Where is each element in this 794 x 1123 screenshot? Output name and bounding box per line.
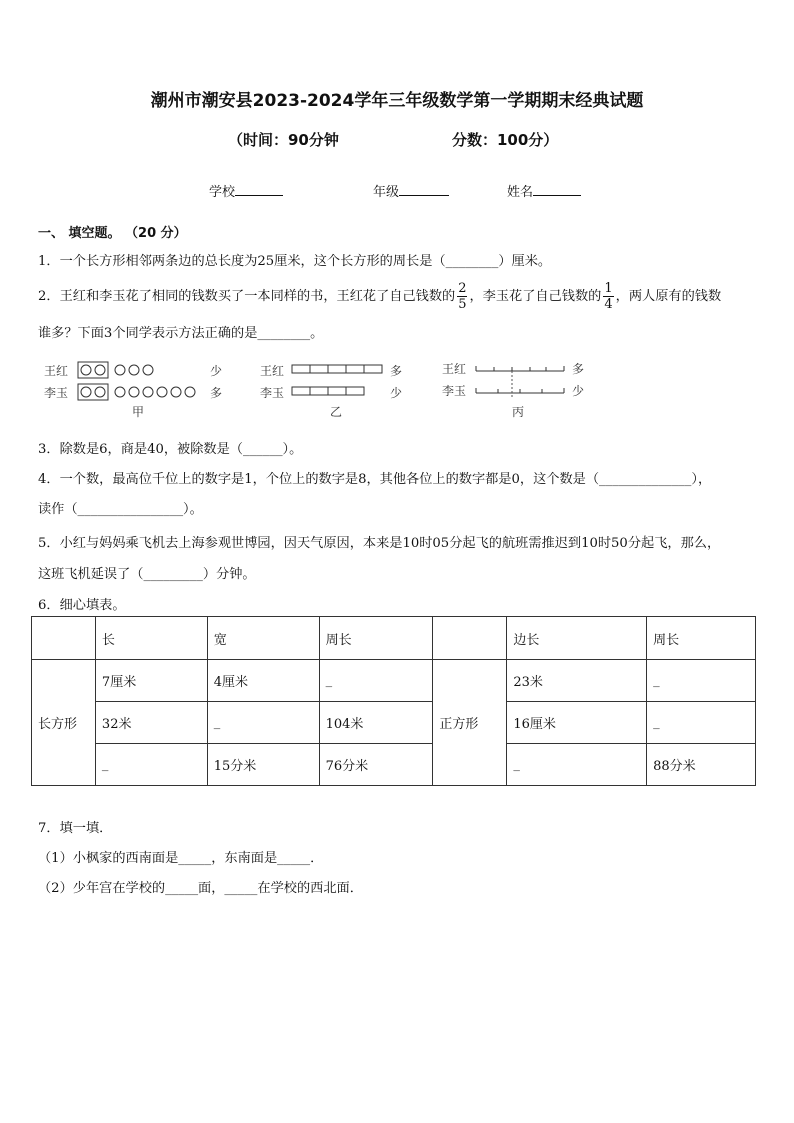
table-header-cell: 长: [95, 617, 207, 660]
table-cell-blank[interactable]: _: [647, 660, 756, 702]
fraction-denominator: 4: [604, 297, 613, 312]
question-2-text-a: 2．王红和李玉花了相同的钱数买了一本同样的书，王红花了自己钱数的: [38, 289, 456, 304]
question-2-text-c: ，两人原有的钱数: [615, 289, 722, 304]
school-label: 学校: [209, 185, 236, 200]
table-header-cell: 宽: [207, 617, 319, 660]
fraction-2-5: [457, 281, 467, 312]
diagram-jia-caption: 甲: [132, 405, 145, 419]
answer-diagrams: [44, 359, 604, 421]
table-row: [32, 660, 756, 702]
diagram-bing-duo: 多: [572, 362, 585, 376]
question-3: 3．除数是6，商是40，被除数是（______）。: [38, 442, 303, 457]
diagram-jia-box: [78, 384, 108, 400]
diagram-bing-wang-label: 王红: [442, 362, 467, 376]
table-cell: 32米: [95, 702, 207, 744]
name-field: [507, 181, 581, 200]
circle-icon: [157, 387, 167, 397]
diagram-jia-duo: 多: [210, 386, 223, 400]
diagram-bing-caption: 丙: [512, 405, 525, 419]
grade-label: 年级: [373, 185, 400, 200]
question-1: 1．一个长方形相邻两条边的总长度为25厘米，这个长方形的周长是（________）厘米。: [38, 254, 552, 269]
table-cell-blank[interactable]: _: [319, 660, 433, 702]
table-cell: 88分米: [647, 744, 756, 786]
time-label: （时间：90分钟: [228, 131, 339, 149]
diagram-bing-li-label: 李玉: [442, 384, 467, 398]
section-fill-in: 一、 填空题。 （20 分）: [38, 226, 187, 241]
table-cell: 16厘米: [507, 702, 647, 744]
table-header-cell: 边长: [507, 617, 647, 660]
grade-field: [373, 181, 449, 200]
circle-icon: [81, 365, 91, 375]
fraction-numerator: 2: [458, 281, 467, 296]
diagram-bing: [442, 362, 584, 419]
circle-icon: [81, 387, 91, 397]
circle-icon: [95, 365, 105, 375]
table-cell-blank[interactable]: _: [207, 702, 319, 744]
diagram-bing-shao: 少: [572, 384, 585, 398]
name-blank[interactable]: [533, 183, 581, 196]
diagram-jia-wang-label: 王红: [44, 364, 69, 378]
fill-table: [31, 616, 756, 786]
diagram-yi-caption: 乙: [330, 405, 343, 419]
name-label: 姓名: [507, 185, 534, 200]
fraction-numerator: 1: [604, 281, 613, 296]
circle-icon: [143, 387, 153, 397]
page-title: 潮州市潮安县2023-2024学年三年级数学第一学期期末经典试题: [150, 91, 644, 111]
diagram-yi-bar-wang: [292, 365, 382, 373]
circle-icon: [171, 387, 181, 397]
school-blank[interactable]: [235, 183, 283, 196]
score-label: 分数：100分）: [452, 131, 559, 149]
diagram-jia: [44, 362, 222, 419]
table-header-cell: 周长: [647, 617, 756, 660]
diagram-yi-shao: 少: [390, 386, 403, 400]
fraction-1-4: [603, 281, 613, 312]
diagram-jia-li-label: 李玉: [44, 386, 69, 400]
question-7-part-2: （2）少年宫在学校的_____面，_____在学校的西北面．: [38, 881, 363, 896]
diagram-yi-duo: 多: [390, 364, 403, 378]
table-cell: 7厘米: [95, 660, 207, 702]
circle-icon: [129, 365, 139, 375]
table-cell: 104米: [319, 702, 433, 744]
rectangle-label: 长方形: [32, 660, 96, 786]
question-6: 6．细心填表。: [38, 598, 126, 613]
table-row: [32, 744, 756, 786]
question-2-line-2: 谁多？下面3个同学表示方法正确的是________。: [38, 326, 324, 341]
question-2: [38, 281, 721, 312]
circle-icon: [143, 365, 153, 375]
circle-icon: [115, 387, 125, 397]
table-header-row: [32, 617, 756, 660]
diagram-yi: [260, 364, 402, 419]
diagram-jia-box: [78, 362, 108, 378]
square-label: 正方形: [433, 660, 507, 786]
table-cell-blank[interactable]: _: [507, 744, 647, 786]
table-cell: 15分米: [207, 744, 319, 786]
question-2-text-b: ，李玉花了自己钱数的: [469, 289, 602, 304]
table-header-cell: 周长: [319, 617, 433, 660]
table-cell-blank[interactable]: _: [95, 744, 207, 786]
diagram-yi-li-label: 李玉: [260, 386, 285, 400]
table-cell: 76分米: [319, 744, 433, 786]
question-4-line-2: 读作（________________）。: [38, 502, 203, 517]
circle-icon: [95, 387, 105, 397]
grade-blank[interactable]: [399, 183, 449, 196]
table-header-cell: [433, 617, 507, 660]
question-7: 7．填一填．: [38, 821, 113, 836]
fraction-denominator: 5: [458, 297, 467, 312]
diagram-yi-wang-label: 王红: [260, 364, 285, 378]
question-4: 4．一个数，最高位千位上的数字是1，个位上的数字是8，其他各位上的数字都是0，这个数是（______________），: [38, 472, 712, 487]
table-row: [32, 702, 756, 744]
circle-icon: [185, 387, 195, 397]
diagram-jia-shao: 少: [210, 364, 223, 378]
question-5: 5．小红与妈妈乘飞机去上海参观世博园，因天气原因，本来是10时05分起飞的航班需推迟到10时50分起飞，那么，: [38, 536, 721, 551]
question-7-part-1: （1）小枫家的西南面是_____，东南面是_____．: [38, 851, 324, 866]
circle-icon: [129, 387, 139, 397]
circle-icon: [115, 365, 125, 375]
table-cell: 4厘米: [207, 660, 319, 702]
school-field: [209, 181, 283, 200]
question-5-line-2: 这班飞机延误了（_________）分钟。: [38, 567, 256, 582]
table-cell-blank[interactable]: _: [647, 702, 756, 744]
table-header-cell: [32, 617, 96, 660]
table-cell: 23米: [507, 660, 647, 702]
